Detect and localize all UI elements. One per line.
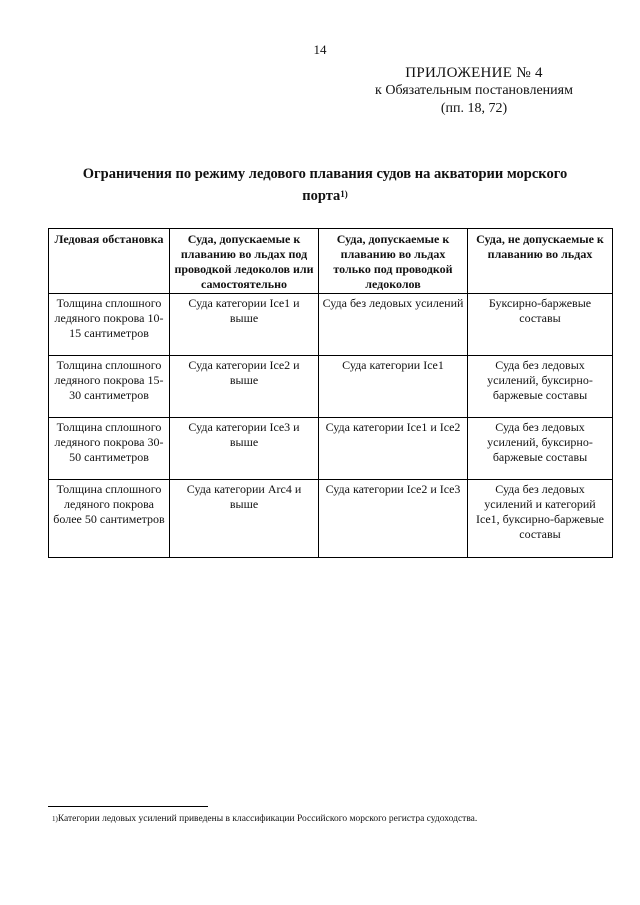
footnote-mark: 1) xyxy=(52,815,58,823)
table-header-row xyxy=(49,229,613,294)
footnote xyxy=(52,813,632,825)
appendix-block xyxy=(344,64,604,118)
page-number: 14 xyxy=(313,42,327,57)
cell-ice-conditions: Толщина сплошного ледяного покрова 30-50 сантиметров xyxy=(49,418,170,480)
header-not-allowed: Суда, не допускаемые к плаванию во льдах xyxy=(468,229,613,294)
cell-not-allowed: Суда без ледовых усилений, буксирно-баржевые составы xyxy=(468,356,613,418)
cell-allowed-escort-or-independent: Суда категории Ice2 и выше xyxy=(170,356,319,418)
cell-not-allowed: Суда без ледовых усилений и категорий Ice1, буксирно-баржевые составы xyxy=(468,480,613,558)
document-title-text: Ограничения по режиму ледового плавания судов на акватории морского порта xyxy=(82,166,568,204)
appendix-title: ПРИЛОЖЕНИЕ № 4 xyxy=(405,65,543,81)
cell-ice-conditions: Толщина сплошного ледяного покрова 10-15 сантиметров xyxy=(49,294,170,356)
ice-restrictions-table xyxy=(48,228,613,558)
cell-allowed-escort-or-independent: Суда категории Ice1 и выше xyxy=(170,294,319,356)
table-row xyxy=(49,418,613,480)
title-footnote-mark: 1) xyxy=(340,189,348,199)
cell-allowed-escort-only: Суда категории Ice2 и Ice3 xyxy=(319,480,468,558)
appendix-line-1: к Обязательным постановлениям xyxy=(375,83,573,98)
cell-ice-conditions: Толщина сплошного ледяного покрова более 50 сантиметров xyxy=(49,480,170,558)
cell-allowed-escort-or-independent: Суда категории Ice3 и выше xyxy=(170,418,319,480)
table-row xyxy=(49,480,613,558)
table-row xyxy=(49,356,613,418)
cell-not-allowed: Суда без ледовых усилений, буксирно-баржевые составы xyxy=(468,418,613,480)
footnote-text: Категории ледовых усилений приведены в классификации Российского морского регистра судоходства. xyxy=(57,814,478,824)
cell-allowed-escort-only: Суда категории Ice1 xyxy=(319,356,468,418)
cell-ice-conditions: Толщина сплошного ледяного покрова 15-30 сантиметров xyxy=(49,356,170,418)
appendix-line-2: (пп. 18, 72) xyxy=(440,101,508,116)
header-ice-conditions: Ледовая обстановка xyxy=(49,229,170,294)
cell-allowed-escort-or-independent: Суда категории Arc4 и выше xyxy=(170,480,319,558)
footnote-divider xyxy=(48,806,208,807)
cell-not-allowed: Буксирно-баржевые составы xyxy=(468,294,613,356)
cell-allowed-escort-only: Суда без ледовых усилений xyxy=(319,294,468,356)
table-row xyxy=(49,294,613,356)
header-allowed-escort-or-independent: Суда, допускаемые к плаванию во льдах под проводкой ледоколов или самостоятельно xyxy=(170,229,319,294)
header-allowed-escort-only: Суда, допускаемые к плаванию во льдах только под проводкой ледоколов xyxy=(319,229,468,294)
cell-allowed-escort-only: Суда категории Ice1 и Ice2 xyxy=(319,418,468,480)
document-title xyxy=(60,163,590,207)
